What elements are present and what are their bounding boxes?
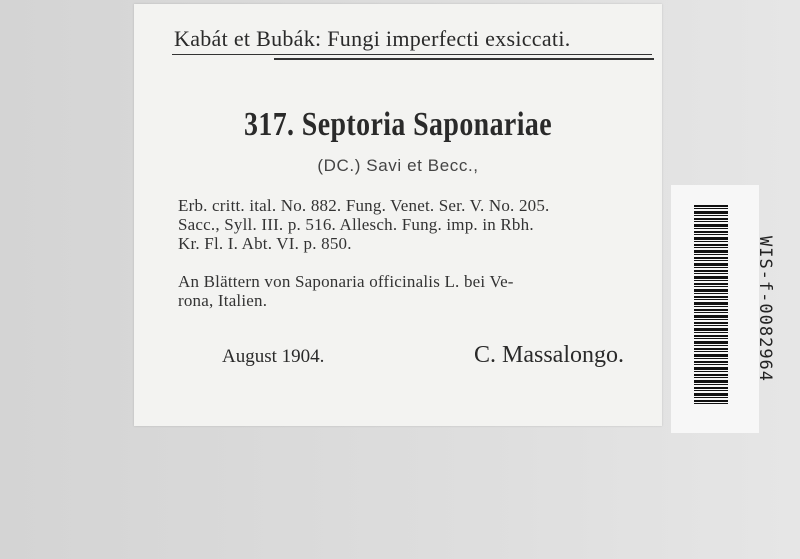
habitat-line: rona, Italien.	[178, 291, 268, 310]
habitat-block	[178, 272, 656, 310]
reference-line: Erb. critt. ital. No. 882. Fung. Venet. Ser. V. No. 205.	[178, 196, 550, 215]
barcode-label	[671, 185, 775, 433]
species-title: 317. Septoria Saponariae	[243, 106, 553, 143]
collection-date: August 1904.	[222, 346, 325, 367]
references-block	[178, 196, 656, 253]
collector-name: C. Massalongo.	[474, 342, 624, 368]
habitat-line: An Blättern von Saponaria officinalis L. bei Ve-	[178, 272, 514, 291]
species-author: (DC.) Savi et Becc.,	[317, 156, 479, 175]
specimen-label	[134, 4, 662, 426]
header-rule-bottom	[274, 58, 654, 60]
reference-line: Sacc., Syll. III. p. 516. Allesch. Fung. imp. in Rbh.	[178, 215, 534, 234]
barcode-bars	[694, 205, 728, 405]
series-header: Kabát et Bubák: Fungi imperfecti exsiccati.	[174, 26, 571, 51]
header-rule-top	[172, 54, 652, 55]
barcode-number: WIS-f-0082964	[755, 235, 775, 383]
reference-line: Kr. Fl. I. Abt. VI. p. 850.	[178, 234, 352, 253]
